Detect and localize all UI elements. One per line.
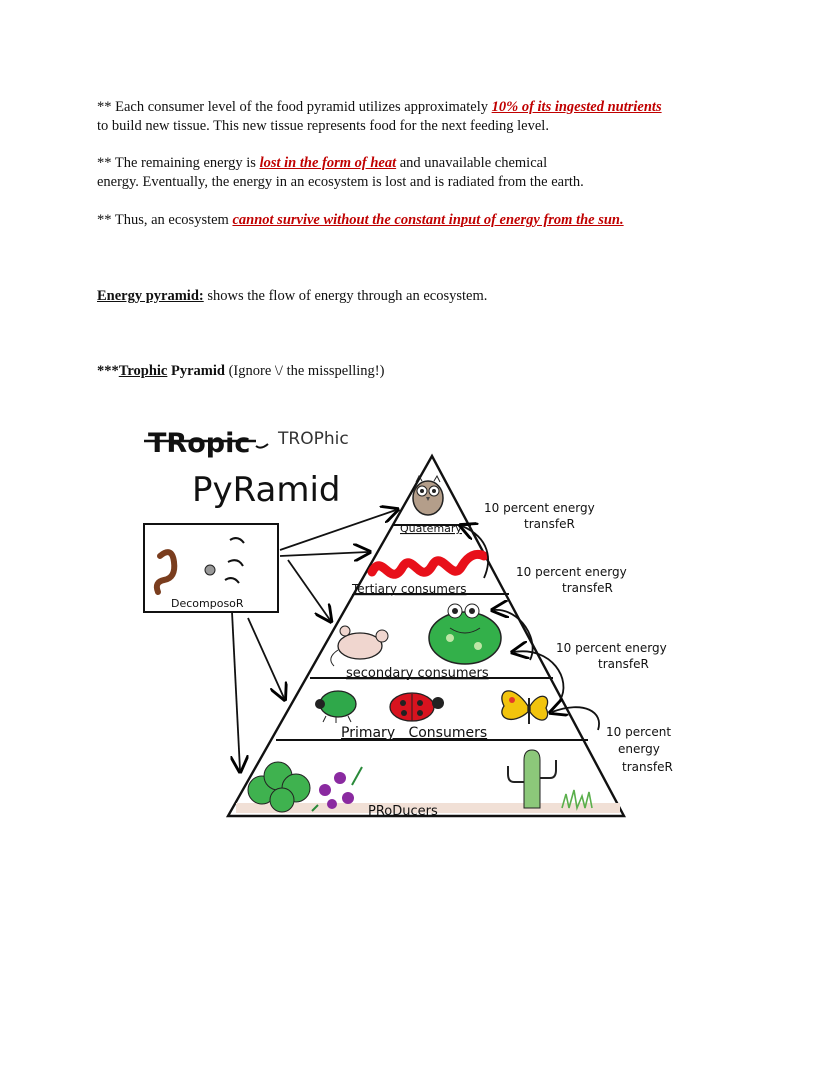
transfer-label-2 [516, 565, 627, 595]
level-label-primary: Primary Consumers [341, 725, 488, 741]
decomposer-box [144, 524, 278, 612]
title-correction: TROPhic [278, 429, 349, 449]
svg-text:energy: energy [618, 742, 660, 756]
svg-text:10 percent energy: 10 percent energy [484, 501, 595, 515]
definition-term: Energy pyramid: [97, 288, 204, 304]
note-line: ** Thus, an ecosystem cannot survive without the constant input of energy from the sun. [97, 212, 624, 228]
title-struck-word: TRopic [148, 428, 251, 459]
butterfly-icon [502, 691, 548, 724]
svg-text:transfeR: transfeR [562, 581, 613, 595]
transfer-label-1 [484, 501, 595, 531]
svg-text:transfeR: transfeR [622, 760, 673, 774]
cactus-icon [508, 750, 556, 808]
decomposer-label: DecomposoR [171, 597, 244, 610]
mouse-icon [331, 626, 388, 666]
worm-icon [372, 554, 484, 574]
beetle-icon [315, 691, 356, 723]
highlighted-phrase: lost in the form of heat [259, 155, 397, 171]
title-pyramid-word: PyRamid [192, 470, 341, 510]
note-line: ** The remaining energy is lost in the form of heat and unavailable chemical [97, 155, 548, 171]
svg-text:10 percent: 10 percent [606, 725, 672, 739]
svg-text:transfeR: transfeR [524, 517, 575, 531]
level-label-tertiary: Tertiary consumers [352, 582, 467, 596]
svg-text:10 percent energy: 10 percent energy [516, 565, 627, 579]
trophic-note: ***Trophic Pyramid (Ignore \/ the misspelling!) [97, 363, 385, 379]
level-label-quaternary: Quatemary [400, 522, 462, 535]
svg-text:transfeR: transfeR [598, 657, 649, 671]
frog-icon [429, 604, 501, 664]
transfer-label-3 [556, 641, 667, 671]
note-line: ** Each consumer level of the food pyramid utilizes approximately 10% of its ingested nutrients [97, 99, 662, 115]
note-line: energy. Eventually, the energy in an ecosystem is lost and is radiated from the earth. [97, 174, 584, 190]
svg-text:10 percent energy: 10 percent energy [556, 641, 667, 655]
definition-text: shows the flow of energy through an ecosystem. [203, 288, 488, 304]
highlighted-phrase: 10% of its ingested nutrients [491, 99, 662, 115]
caret-mark [256, 444, 268, 448]
level-label-producers: PRoDucers [368, 804, 438, 819]
highlighted-phrase: cannot survive without the constant input of energy from the sun. [232, 212, 624, 228]
ladybug-icon [390, 693, 444, 721]
transfer-label-4 [606, 725, 673, 774]
note-line: to build new tissue. This new tissue represents food for the next feeding level. [97, 118, 549, 134]
level-label-secondary: secondary consumers [346, 666, 489, 681]
